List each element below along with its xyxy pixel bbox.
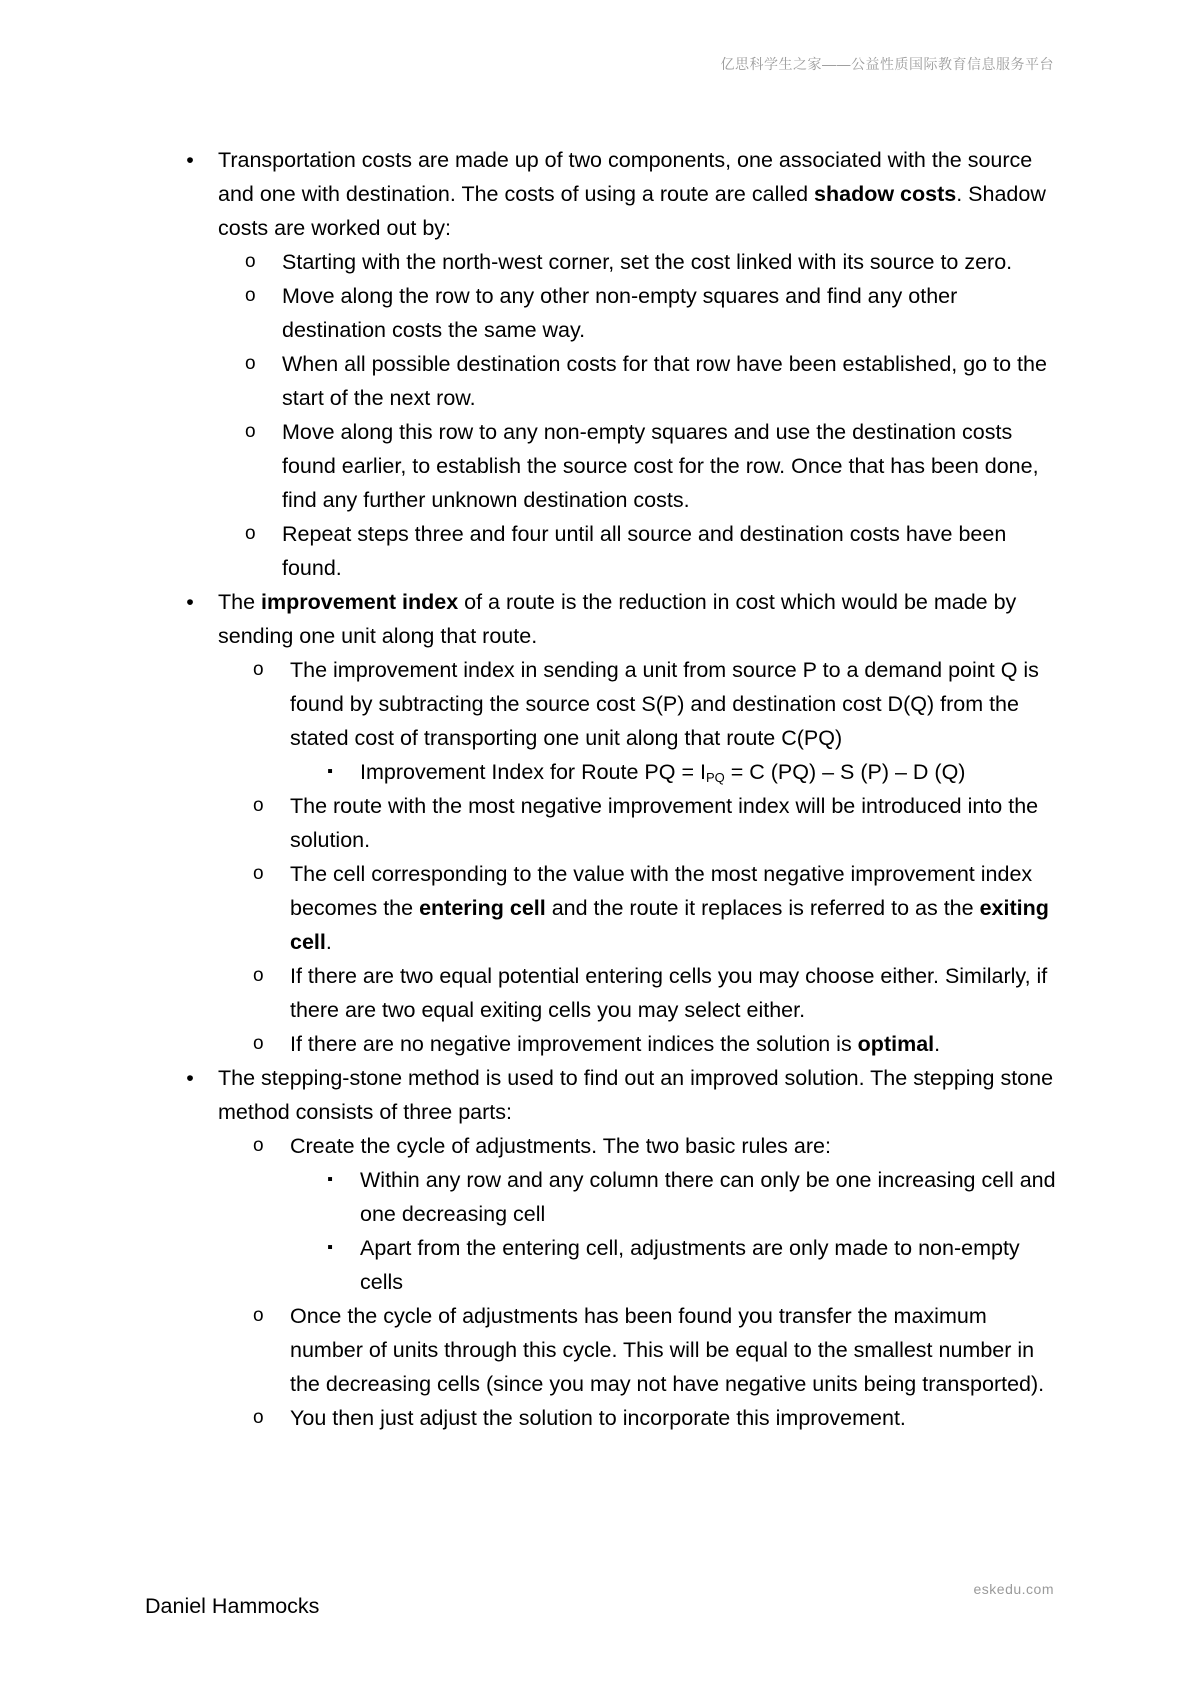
bold-term-improvement-index: improvement index	[261, 590, 459, 614]
circle-bullet-icon: o	[253, 1135, 264, 1156]
improvement-index-points	[245, 653, 1060, 1061]
footer-site-text: eskedu.com	[973, 1581, 1054, 1597]
list-item: o When all possible destination costs for that row have been established, go to the start of the next row.	[245, 347, 1060, 415]
circle-bullet-icon: o	[245, 421, 256, 442]
circle-bullet-icon: o	[253, 863, 264, 884]
bold-term-exiting-cell: exiting cell	[290, 896, 1049, 954]
list-item: o The cell corresponding to the value with the most negative improvement index becomes the entering cell and the route it replaces is referred to as the exiting cell.	[245, 857, 1060, 959]
list-item: o The route with the most negative improvement index will be introduced into the solution.	[245, 789, 1060, 857]
circle-bullet-icon: o	[245, 285, 256, 306]
page-header: 亿思科学生之家——公益性质国际教育信息服务平台	[720, 56, 1054, 72]
footer-author: Daniel Hammocks	[145, 1594, 320, 1618]
stepping-stone-parts	[245, 1129, 1060, 1435]
list-item: o You then just adjust the solution to incorporate this improvement.	[245, 1401, 1060, 1435]
formula-item: ▪ Improvement Index for Route PQ = $I_{PQ} = C$ (PQ) – S (P) – D (Q)	[324, 755, 1060, 789]
circle-bullet-icon: o	[253, 1407, 264, 1428]
text-span: . Shadow costs are worked out by:	[218, 182, 1046, 240]
main-bullet-list	[180, 143, 1060, 1435]
square-bullet-icon: ▪	[327, 1239, 333, 1256]
list-item: o Move along the row to any other non-empty squares and find any other destination costs the same way.	[245, 279, 1060, 347]
square-bullet-icon: ▪	[327, 763, 333, 780]
formula-list	[324, 755, 1060, 789]
list-item: o If there are two equal potential entering cells you may choose either. Similarly, if there are two equal exiting cells you may select either.	[245, 959, 1060, 1027]
circle-bullet-icon: o	[245, 523, 256, 544]
list-item: o Move along this row to any non-empty squares and use the destination costs found earlier, to establish the source cost for the row. Once that has been done, find any further unknown destination costs.	[245, 415, 1060, 517]
circle-bullet-icon: o	[253, 965, 264, 986]
circle-bullet-icon: o	[253, 659, 264, 680]
bold-term-shadow-costs: shadow costs	[814, 182, 957, 206]
list-item: o Once the cycle of adjustments has been found you transfer the maximum number of units through this cycle. This will be equal to the smallest number in the decreasing cells (since you may not have negative units being transported).	[245, 1299, 1060, 1401]
circle-bullet-icon: o	[253, 795, 264, 816]
bold-term-entering-cell: entering cell	[419, 896, 546, 920]
bullet-dot-icon: •	[186, 148, 194, 172]
square-bullet-icon: ▪	[327, 1171, 333, 1188]
list-item: o Repeat steps three and four until all source and destination costs have been found.	[245, 517, 1060, 585]
circle-bullet-icon: o	[253, 1305, 264, 1326]
bullet-stepping-stone: • The stepping-stone method is used to find out an improved solution. The stepping stone method consists of three parts: o Create the cycle of adjustments. The two basic rules are: ▪ Within any row and any column there can only be one increasing cell and one decreasing cell ▪ Apart from the entering cell, adjustments are only made to non-empty cells o Once the cycle of adjustments has been found you transfer the maximum number of units through this cycle. This will be equal to the smallest number in the decreasing cells (since you may not have negative units being transported). o You then just adjust the solution to incorporate this improvement.	[180, 1061, 1060, 1435]
shadow-costs-steps	[245, 245, 1060, 585]
list-item: o Starting with the north-west corner, set the cost linked with its source to zero.	[245, 245, 1060, 279]
bullet-shadow-costs	[180, 143, 1060, 585]
document-body	[180, 143, 1060, 1435]
text-span: Transportation costs are made up of two components, one associated with the source and one with destination. The costs of using a route are called	[218, 148, 1033, 206]
rule-item: ▪ Apart from the entering cell, adjustments are only made to non-empty cells	[324, 1231, 1060, 1299]
circle-bullet-icon: o	[253, 1033, 264, 1054]
bullet-dot-icon: •	[186, 1066, 194, 1090]
cycle-rules-list	[324, 1163, 1060, 1299]
bullet-dot-icon: •	[186, 590, 194, 614]
rule-item: ▪ Within any row and any column there can only be one increasing cell and one decreasing cell	[324, 1163, 1060, 1231]
bullet-improvement-index: • The improvement index of a route is the reduction in cost which would be made by sending one unit along that route. o The improvement index in sending a unit from source P to a demand point Q is found by subtracting the source cost S(P) and destination cost D(Q) from the stated cost of transporting one unit along that route C(PQ) ▪ Improvement Index for Route PQ = $I_{PQ} = C$ (PQ) – S (P) – D (Q) o The route with the most negative improvement index will be introduced into the solution. o The cell corresponding to the value with the most negative improvement index becomes the entering cell and the route it replaces is referred to as the exiting cell. o If there are two equal potential entering cells you may choose either. Similarly, if there are two equal exiting cells you may select either. o If there are no negative improvement indices the solution is optimal.	[180, 585, 1060, 1061]
circle-bullet-icon: o	[245, 353, 256, 374]
bold-term-optimal: optimal	[857, 1032, 935, 1056]
circle-bullet-icon: o	[245, 251, 256, 272]
list-item: o Create the cycle of adjustments. The two basic rules are: ▪ Within any row and any column there can only be one increasing cell and one decreasing cell ▪ Apart from the entering cell, adjustments are only made to non-empty cells	[245, 1129, 1060, 1299]
list-item: o If there are no negative improvement indices the solution is optimal.	[245, 1027, 1060, 1061]
list-item: o The improvement index in sending a unit from source P to a demand point Q is found by subtracting the source cost S(P) and destination cost D(Q) from the stated cost of transporting one unit along that route C(PQ) ▪ Improvement Index for Route PQ = $I_{PQ} = C$ (PQ) – S (P) – D (Q)	[245, 653, 1060, 789]
formula-subscript: PQ	[705, 770, 725, 785]
